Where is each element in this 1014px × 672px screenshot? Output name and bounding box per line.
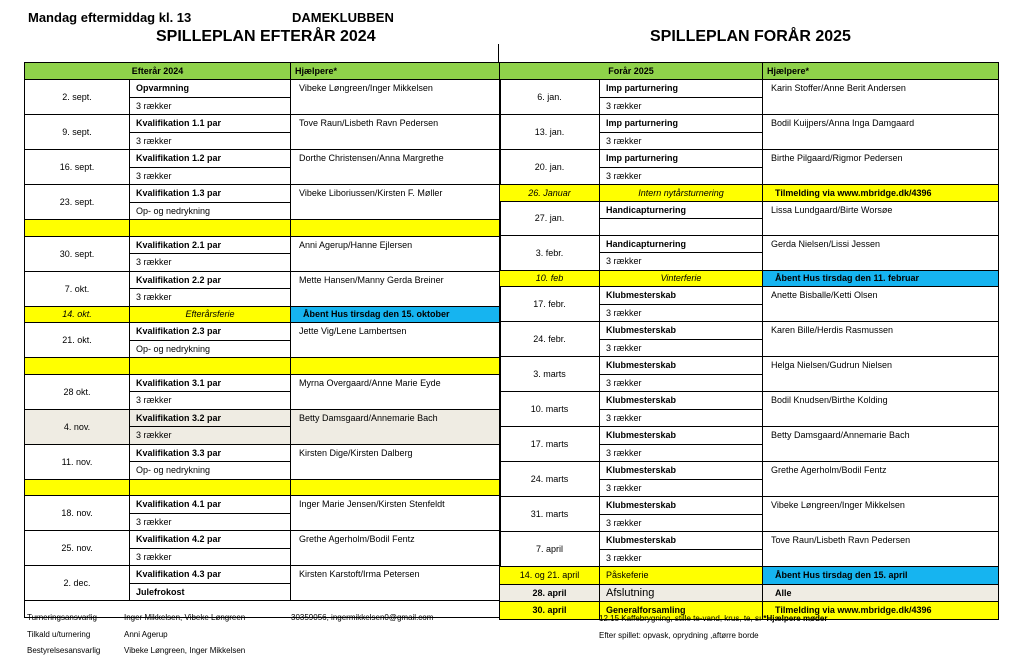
table-row bbox=[25, 271, 501, 289]
row-title: Klubmesterskab bbox=[600, 287, 763, 305]
row-helpers: Kirsten Karstoft/Irma Petersen bbox=[291, 566, 501, 601]
row-helpers: Karen Bille/Herdis Rasmussen bbox=[763, 322, 999, 357]
table-row bbox=[500, 584, 999, 602]
row-date: 9. sept. bbox=[25, 115, 130, 150]
row-subtitle: 3 rækker bbox=[600, 97, 763, 115]
row-date: 10. feb bbox=[500, 270, 600, 287]
row-subtitle: 3 rækker bbox=[130, 167, 291, 185]
column-divider bbox=[498, 44, 499, 64]
row-date: 28. april bbox=[500, 584, 600, 602]
row-date: 26. Januar bbox=[500, 185, 600, 202]
row-subtitle: 3 rækker bbox=[130, 132, 291, 150]
row-helpers: Gerda Nielsen/Lissi Jessen bbox=[763, 235, 999, 270]
row-date: 13. jan. bbox=[500, 115, 600, 150]
table-row bbox=[500, 532, 999, 550]
table-row bbox=[25, 115, 501, 133]
row-helpers: Åbent Hus tirsdag den 15. oktober bbox=[291, 306, 501, 323]
row-subtitle: 3 rækker bbox=[600, 132, 763, 150]
table-row bbox=[25, 496, 501, 514]
table-row bbox=[25, 236, 501, 254]
table-header-row bbox=[25, 63, 501, 80]
table-row bbox=[500, 427, 999, 445]
row-subtitle: 3 rækker bbox=[600, 549, 763, 567]
row-title: Kvalifikation 3.3 par bbox=[130, 444, 291, 462]
footer-label: Bestyrelsesansvarlig bbox=[27, 646, 101, 655]
row-subtitle: 3 rækker bbox=[600, 339, 763, 357]
row-helpers: Inger Marie Jensen/Kirsten Stenfeldt bbox=[291, 496, 501, 531]
spacer-row bbox=[25, 220, 501, 237]
footer-note: 12.15 Kaffebrygning, stille te-vand, krus, te, sı *Hjælpere møder bbox=[599, 614, 828, 623]
table-row bbox=[25, 409, 501, 427]
row-helpers: Vibeke Løngreen/Inger Mikkelsen bbox=[291, 80, 501, 115]
footer-label: Turneringsansvarlig bbox=[27, 613, 97, 622]
row-date: 7. okt. bbox=[25, 271, 130, 306]
row-date: 17. marts bbox=[500, 427, 600, 462]
row-subtitle: 3 rækker bbox=[130, 289, 291, 307]
row-subtitle: 3 rækker bbox=[130, 392, 291, 410]
row-helpers: Bodil Kuijpers/Anna Inga Damgaard bbox=[763, 115, 999, 150]
table-row bbox=[25, 444, 501, 462]
row-title: Handicapturnering bbox=[600, 235, 763, 253]
row-helpers: Åbent Hus tirsdag den 15. april bbox=[763, 567, 999, 585]
row-title: Kvalifikation 4.1 par bbox=[130, 496, 291, 514]
row-helpers: Tilmelding via www.mbridge.dk/4396 bbox=[763, 185, 999, 202]
row-date: 24. febr. bbox=[500, 322, 600, 357]
row-helpers: Åbent Hus tirsdag den 11. februar bbox=[763, 270, 999, 287]
row-subtitle: 3 rækker bbox=[130, 427, 291, 445]
table-row bbox=[500, 392, 999, 410]
col-header-helpers: Hjælpere* bbox=[763, 63, 999, 80]
row-helpers: Alle bbox=[763, 584, 999, 602]
table-header-row bbox=[500, 63, 999, 80]
row-subtitle: 3 rækker bbox=[600, 409, 763, 427]
row-title: Imp parturnering bbox=[600, 150, 763, 168]
row-title: Opvarmning bbox=[130, 80, 291, 98]
row-title: Generalforsamling bbox=[600, 602, 763, 620]
row-helpers: Tove Raun/Lisbeth Ravn Pedersen bbox=[763, 532, 999, 567]
table-row bbox=[500, 462, 999, 480]
row-title: Kvalifikation 1.2 par bbox=[130, 150, 291, 168]
table-row bbox=[25, 323, 501, 341]
row-title: Kvalifikation 1.1 par bbox=[130, 115, 291, 133]
table-row bbox=[500, 287, 999, 305]
row-date: 17. febr. bbox=[500, 287, 600, 322]
right-schedule-title: SPILLEPLAN FORÅR 2025 bbox=[650, 28, 851, 45]
row-helpers: Grethe Agerholm/Bodil Fentz bbox=[291, 531, 501, 566]
row-helpers: Myrna Overgaard/Anne Marie Eyde bbox=[291, 374, 501, 409]
row-title: Imp parturnering bbox=[600, 115, 763, 133]
row-date: 2. sept. bbox=[25, 80, 130, 115]
row-title: Afslutning bbox=[600, 584, 763, 602]
row-title: Påskeferie bbox=[600, 567, 763, 585]
holiday-row bbox=[500, 567, 999, 585]
row-helpers: Lissa Lundgaard/Birte Worsøe bbox=[763, 201, 999, 235]
row-title: Klubmesterskab bbox=[600, 532, 763, 550]
holiday-row bbox=[25, 306, 501, 323]
row-title: Intern nytårsturnering bbox=[600, 185, 763, 202]
row-subtitle: 3 rækker bbox=[600, 167, 763, 185]
row-date: 16. sept. bbox=[25, 150, 130, 185]
row-helpers: Mette Hansen/Manny Gerda Breiner bbox=[291, 271, 501, 306]
row-subtitle: 3 rækker bbox=[130, 513, 291, 531]
row-title: Klubmesterskab bbox=[600, 357, 763, 375]
footer-contact: 30359056, ingermikkelsen0@gmail.com bbox=[291, 613, 434, 622]
spacer-row bbox=[25, 358, 501, 375]
row-subtitle: Op- og nedrykning bbox=[130, 202, 291, 220]
table-row bbox=[25, 374, 501, 392]
row-title: Klubmesterskab bbox=[600, 462, 763, 480]
row-title: Klubmesterskab bbox=[600, 427, 763, 445]
row-date: 14. og 21. april bbox=[500, 567, 600, 585]
row-subtitle: 3 rækker bbox=[600, 374, 763, 392]
table-row bbox=[25, 185, 501, 203]
row-date: 30. april bbox=[500, 602, 600, 620]
footer-value: Vibeke Løngreen, Inger Mikkelsen bbox=[124, 646, 246, 655]
row-subtitle: 3 rækker bbox=[130, 548, 291, 566]
row-helpers: Grethe Agerholm/Bodil Fentz bbox=[763, 462, 999, 497]
row-helpers: Betty Damsgaard/Annemarie Bach bbox=[763, 427, 999, 462]
row-date: 6. jan. bbox=[500, 80, 600, 115]
row-title: Kvalifikation 2.3 par bbox=[130, 323, 291, 341]
row-date: 21. okt. bbox=[25, 323, 130, 358]
row-date: 30. sept. bbox=[25, 236, 130, 271]
row-helpers: Tilmelding via www.mbridge.dk/4396 bbox=[763, 602, 999, 620]
row-date: 14. okt. bbox=[25, 306, 130, 323]
row-date: 23. sept. bbox=[25, 185, 130, 220]
row-helpers: Tove Raun/Lisbeth Ravn Pedersen bbox=[291, 115, 501, 150]
table-row bbox=[500, 322, 999, 340]
footer-label: Tilkald u/turnering bbox=[27, 630, 91, 639]
row-helpers: Vibeke Løngreen/Inger Mikkelsen bbox=[763, 497, 999, 532]
row-date: 3. marts bbox=[500, 357, 600, 392]
row-helpers: Kirsten Dige/Kirsten Dalberg bbox=[291, 444, 501, 479]
row-title: Kvalifikation 2.2 par bbox=[130, 271, 291, 289]
row-date: 11. nov. bbox=[25, 444, 130, 479]
col-header-date: Forår 2025 bbox=[500, 63, 763, 80]
holiday-row bbox=[500, 270, 999, 287]
row-title: Kvalifikation 4.3 par bbox=[130, 566, 291, 584]
row-title: Efterårsferie bbox=[130, 306, 291, 323]
footer-value: Inger Mikkelsen, Vibeke Løngreen bbox=[124, 613, 246, 622]
row-date: 3. febr. bbox=[500, 235, 600, 270]
row-date: 18. nov. bbox=[25, 496, 130, 531]
row-subtitle: 3 rækker bbox=[130, 97, 291, 115]
row-date: 31. marts bbox=[500, 497, 600, 532]
row-date: 27. jan. bbox=[500, 201, 600, 235]
row-helpers: Dorthe Christensen/Anna Margrethe bbox=[291, 150, 501, 185]
row-date: 24. marts bbox=[500, 462, 600, 497]
table-row bbox=[25, 80, 501, 98]
special-event-row bbox=[500, 185, 999, 202]
spacer-row bbox=[25, 479, 501, 496]
row-helpers: Anni Agerup/Hanne Ejlersen bbox=[291, 236, 501, 271]
row-title: Klubmesterskab bbox=[600, 322, 763, 340]
row-date: 7. april bbox=[500, 532, 600, 567]
row-subtitle: Op- og nedrykning bbox=[130, 340, 291, 358]
row-date: 2. dec. bbox=[25, 566, 130, 601]
row-subtitle: 3 rækker bbox=[600, 444, 763, 462]
table-row bbox=[500, 115, 999, 133]
col-header-helpers: Hjælpere* bbox=[291, 63, 501, 80]
table-row bbox=[500, 357, 999, 375]
table-row bbox=[500, 201, 999, 219]
row-title: Kvalifikation 4.2 par bbox=[130, 531, 291, 549]
row-title: Kvalifikation 3.2 par bbox=[130, 409, 291, 427]
row-helpers: Vibeke Liboriussen/Kirsten F. Møller bbox=[291, 185, 501, 220]
row-title: Kvalifikation 1.3 par bbox=[130, 185, 291, 203]
table-row bbox=[500, 235, 999, 253]
row-helpers: Bodil Knudsen/Birthe Kolding bbox=[763, 392, 999, 427]
row-title: Kvalifikation 2.1 par bbox=[130, 236, 291, 254]
table-row bbox=[500, 80, 999, 98]
table-row bbox=[500, 150, 999, 168]
row-subtitle: Op- og nedrykning bbox=[130, 462, 291, 480]
footer-value: Anni Agerup bbox=[124, 630, 168, 639]
row-title: Vinterferie bbox=[600, 270, 763, 287]
row-helpers: Betty Damsgaard/Annemarie Bach bbox=[291, 409, 501, 444]
col-header-date: Efterår 2024 bbox=[25, 63, 291, 80]
row-helpers: Helga Nielsen/Gudrun Nielsen bbox=[763, 357, 999, 392]
row-title: Klubmesterskab bbox=[600, 497, 763, 515]
row-subtitle: 3 rækker bbox=[600, 253, 763, 271]
spring-schedule-table bbox=[499, 62, 999, 620]
row-title: Imp parturnering bbox=[600, 80, 763, 98]
day-time-label: Mandag eftermiddag kl. 13 bbox=[28, 10, 192, 25]
row-helpers: Birthe Pilgaard/Rigmor Pedersen bbox=[763, 150, 999, 185]
table-row bbox=[500, 497, 999, 515]
table-row bbox=[25, 566, 501, 584]
row-date: 10. marts bbox=[500, 392, 600, 427]
autumn-schedule-table bbox=[24, 62, 501, 618]
row-date: 28 okt. bbox=[25, 374, 130, 409]
left-schedule-title: SPILLEPLAN EFTERÅR 2024 bbox=[156, 28, 376, 45]
row-helpers: Karin Stoffer/Anne Berit Andersen bbox=[763, 80, 999, 115]
table-row bbox=[25, 150, 501, 168]
row-date: 25. nov. bbox=[25, 531, 130, 566]
row-subtitle: Julefrokost bbox=[130, 583, 291, 601]
row-subtitle: 3 rækker bbox=[130, 254, 291, 272]
table-row bbox=[25, 531, 501, 549]
row-title: Handicapturnering bbox=[600, 201, 763, 219]
row-date: 20. jan. bbox=[500, 150, 600, 185]
footer-note: Efter spillet: opvask, oprydning ,aftørre borde bbox=[599, 631, 759, 640]
row-helpers: Anette Bisballe/Ketti Olsen bbox=[763, 287, 999, 322]
row-subtitle: 3 rækker bbox=[600, 479, 763, 497]
row-subtitle: 3 rækker bbox=[600, 514, 763, 532]
club-name: DAMEKLUBBEN bbox=[292, 10, 394, 25]
row-title: Kvalifikation 3.1 par bbox=[130, 374, 291, 392]
row-subtitle: 3 rækker bbox=[600, 304, 763, 322]
row-date: 4. nov. bbox=[25, 409, 130, 444]
row-helpers: Jette Vig/Lene Lambertsen bbox=[291, 323, 501, 358]
row-title: Klubmesterskab bbox=[600, 392, 763, 410]
